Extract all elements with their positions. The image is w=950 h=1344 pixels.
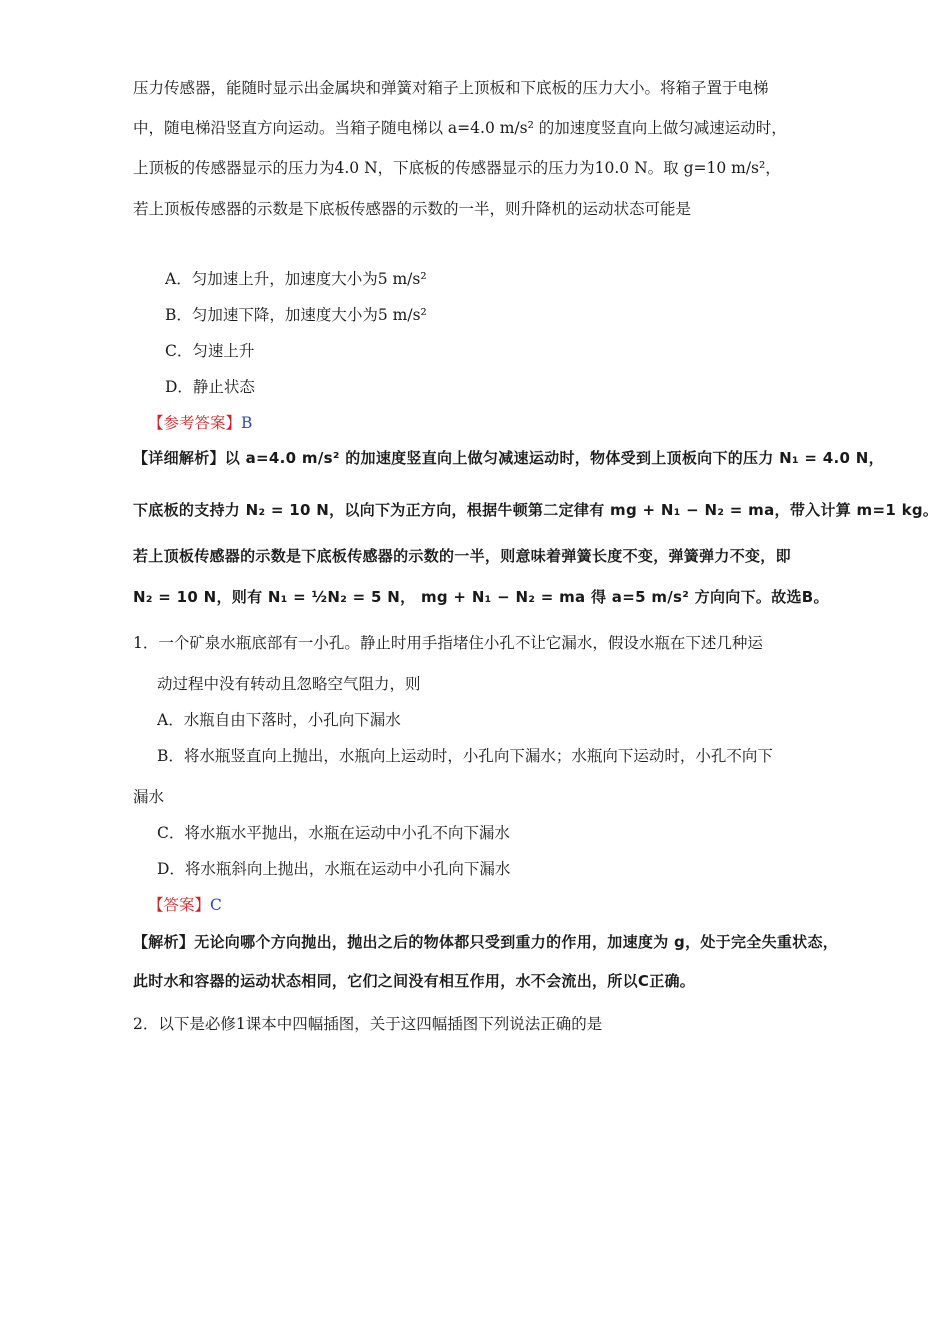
q2-stem: 2．以下是必修1课本中四幅插图，关于这四幅插图下列说法正确的是 — [133, 1015, 603, 1033]
q1-analysis-line-1: 【解析】无论向哪个方向抛出，抛出之后的物体都只受到重力的作用，加速度为 g，处于完全失重状态， — [133, 933, 839, 951]
q1-analysis-line-2: 此时水和容器的运动状态相同，它们之间没有相互作用，水不会流出，所以C正确。 — [133, 972, 696, 990]
q0-analysis-line-3: 若上顶板传感器的示数是下底板传感器的示数的一半，则意味着弹簧长度不变，弹簧弹力不变，即 — [133, 547, 791, 565]
q0-answer-label: 【参考答案】 — [148, 414, 242, 432]
q0-stem-line-1: 压力传感器，能随时显示出金属块和弹簧对箱子上顶板和下底板的压力大小。将箱子置于电梯 — [133, 79, 769, 97]
q0-option-b: B．匀加速下降，加速度大小为5 m/s² — [165, 306, 427, 324]
q1-option-a: A．水瓶自由下落时，小孔向下漏水 — [157, 711, 401, 729]
q0-analysis-line-2: 下底板的支持力 N₂ = 10 N，以向下为正方向，根据牛顿第二定律有 mg + N₁ − N₂ = ma，带入计算 m=1 kg。 — [133, 501, 939, 519]
q1-stem-line-2: 动过程中没有转动且忽略空气阻力，则 — [157, 675, 421, 693]
q1-answer-value: C — [210, 896, 222, 914]
q0-stem-line-3: 上顶板的传感器显示的压力为4.0 N，下底板的传感器显示的压力为10.0 N。取 g=10 m/s²， — [133, 159, 781, 177]
q1-option-c: C．将水瓶水平抛出，水瓶在运动中小孔不向下漏水 — [157, 824, 510, 842]
q0-stem-line-4: 若上顶板传感器的示数是下底板传感器的示数的一半，则升降机的运动状态可能是 — [133, 200, 692, 218]
q1-option-b-line-2: 漏水 — [133, 788, 165, 806]
q0-answer — [148, 412, 252, 434]
q0-option-c: C．匀速上升 — [165, 342, 255, 360]
q1-option-d: D．将水瓶斜向上抛出，水瓶在运动中小孔向下漏水 — [157, 860, 511, 878]
q1-stem-line-1: 1．一个矿泉水瓶底部有一小孔。静止时用手指堵住小孔不让它漏水，假设水瓶在下述几种运 — [133, 634, 763, 652]
q1-answer — [148, 894, 222, 916]
q1-option-b-line-1: B．将水瓶竖直向上抛出，水瓶向上运动时，小孔向下漏水；水瓶向下运动时，小孔不向下 — [157, 747, 773, 765]
q0-analysis-line-1: 【详细解析】以 a=4.0 m/s² 的加速度竖直向上做匀减速运动时，物体受到上顶板向下的压力 N₁ = 4.0 N， — [133, 449, 884, 467]
q0-option-d: D．静止状态 — [165, 378, 255, 396]
q0-answer-value: B — [241, 414, 253, 432]
q0-option-a: A．匀加速上升，加速度大小为5 m/s² — [165, 270, 427, 288]
q0-stem-line-2: 中，随电梯沿竖直方向运动。当箱子随电梯以 a=4.0 m/s² 的加速度竖直向上做匀减速运动时， — [133, 119, 787, 137]
q1-answer-label: 【答案】 — [148, 896, 211, 914]
q0-analysis-line-4: N₂ = 10 N，则有 N₁ = ½N₂ = 5 N， mg + N₁ − N₂ = ma 得 a=5 m/s² 方向向下。故选B。 — [133, 588, 829, 606]
